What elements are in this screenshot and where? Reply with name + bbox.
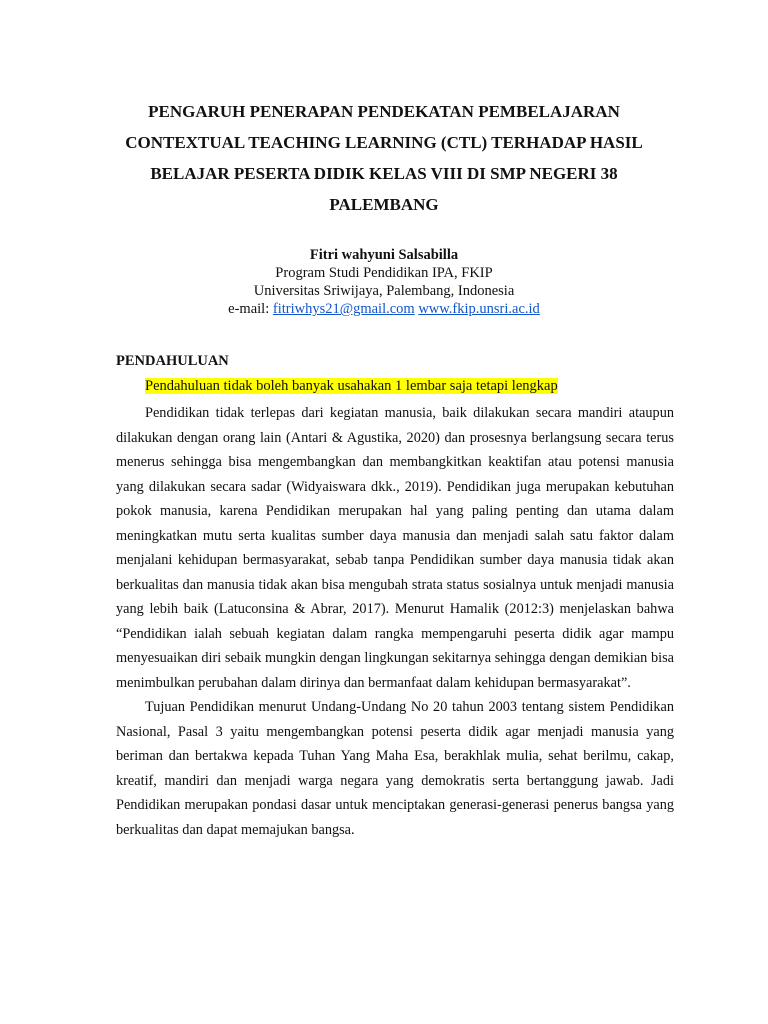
highlight-note — [145, 376, 558, 396]
title-line: CONTEXTUAL TEACHING LEARNING (CTL) TERHADAP HASIL — [125, 133, 643, 152]
website-link[interactable]: www.fkip.unsri.ac.id — [418, 301, 540, 317]
paper-title — [100, 96, 668, 220]
email-label: e-mail: — [228, 301, 270, 317]
highlight-note-text: Pendahuluan tidak boleh banyak usahakan 1 lembar saja tetapi lengkap — [145, 378, 558, 394]
title-line: BELAJAR PESERTA DIDIK KELAS VIII DI SMP NEGERI 38 — [150, 164, 618, 183]
body-text — [116, 401, 674, 842]
paragraph: Pendidikan tidak terlepas dari kegiatan manusia, baik dilakukan secara mandiri ataupun dilakukan dengan orang lain (Antari & Agustika, 2020) dan prosesnya berlangsung secara terus menerus sehingga bisa mengembangkan dan membangkitkan keaktifan atau potensi manusia yang dilakukan secara sadar (Widyaiswara dkk., 2019). Pendidikan juga merupakan kebutuhan pokok manusia, karena Pendidikan merupakan hal yang paling penting dan utama dalam meningkatkan mutu serta kualitas sumber daya manusia dan menjadi salah satu faktor dalam menjalani kehidupan bermasyarakat, sebab tanpa Pendidikan sumber daya manusia tidak akan berkualitas dan manusia tidak akan bisa mengubah strata status sosialnya untuk menjadi manusia yang lebih baik (Latuconsina & Abrar, 2017). Menurut Hamalik (2012:3) menjelaskan bahwa “Pendidikan ialah sebuah kegiatan dalam rangka mempengaruhi peserta didik agar mampu menyesuaikan diri sebaik mungkin dengan lingkungan sekitarnya sehingga dengan demikian bisa menimbulkan perubahan dalam dirinya dan bermanfaat dalam kehidupan bermasyarakat”. — [116, 405, 674, 691]
author-contact — [100, 300, 668, 318]
section-heading: PENDAHULUAN — [116, 353, 229, 369]
title-line: PALEMBANG — [329, 195, 439, 214]
author-block — [100, 246, 668, 318]
author-name: Fitri wahyuni Salsabilla — [309, 247, 459, 263]
paragraph: Tujuan Pendidikan menurut Undang-Undang No 20 tahun 2003 tentang sistem Pendidikan Nasional, Pasal 3 yaitu mengembangkan potensi peserta didik agar menjadi manusia yang beriman dan bertakwa kepada Tuhan Yang Maha Esa, berakhlak mulia, sehat berilmu, cakap, kreatif, mandiri dan menjadi warga negara yang demokratis serta bertanggung jawab. Jadi Pendidikan merupakan pondasi dasar untuk menciptakan generasi-generasi penerus bangsa yang berkualitas dan dapat memajukan bangsa. — [116, 699, 674, 838]
author-program: Program Studi Pendidikan IPA, FKIP — [275, 265, 493, 281]
author-university: Universitas Sriwijaya, Palembang, Indonesia — [253, 283, 515, 299]
email-link[interactable]: fitriwhys21@gmail.com — [272, 301, 415, 317]
title-line: PENGARUH PENERAPAN PENDEKATAN PEMBELAJARAN — [148, 102, 620, 121]
